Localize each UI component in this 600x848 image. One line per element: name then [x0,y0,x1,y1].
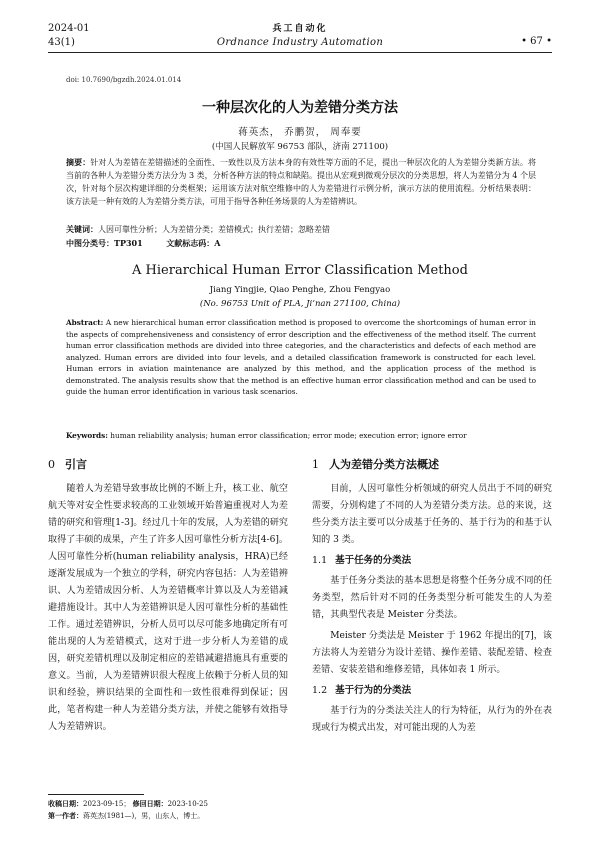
header-volume-issue: 43(1) [48,37,75,48]
section-1-number: 1 [312,458,319,471]
body-column-right [312,447,552,737]
keywords-en [66,430,536,441]
doi: doi: 10.7690/bgzdh.2024.01.014 [66,76,182,84]
affiliation-en: (No. 96753 Unit of PLA, Ji’nan 271100, China) [199,299,401,309]
section-1-1-paragraph-1: 基于任务分类法的基本思想是将整个任务分成不同的任务类型，然后针对不同的任务类型分析可能发生的人为差错，其典型代表是 Meister 分类法。 [312,576,552,620]
section-0-title: 引言 [65,458,87,471]
keywords-en-label: Keywords: [66,431,108,440]
section-1-1-paragraph-2: Meister 分类法是 Meister 于 1962 年提出的[7]，该方法将人为差错分为设计差错、操作差错、装配差错、检查差错、安装差错和维修差错，具体如表 1 所示。 [312,631,552,675]
section-1-2-number: 1.2 [312,685,328,696]
keywords-cn [66,223,536,236]
section-1-2-title: 基于行为的分类法 [335,685,412,696]
header-journal [0,22,600,50]
footnote-author [48,810,348,822]
revised-date: 2023-10-25 [167,800,208,808]
section-0-paragraph: 随着人为差错导致事故比例的不断上升，核工业、航空航天等对安全性要求较高的工业领域开始普遍重视对人为差错的研究和管理[1-3]。经过几十年的发展，人为差错的研究取得了丰硕的成果，产生了许多人因可靠性分析方法[4-6]。人因可靠性分析(human reliability analysis，HRA)已经逐渐发展成为一个独立的学科，研究内容包括：人为差错辨识、人为差错成因分析、人为差错概率计算以及人为差错减避措施设计。其中人为差错辨识是人因可靠性分析的基础性工作。通过差错辨识，分析人员可以尽可能多地确定所有可能出现的人为差错模式，这对于进一步分析人为差错的成因，研究差错机理以及制定相应的差错减避措施具有重要的意义。当前，人为差错辨识很大程度上依赖于分析人员的知识和经验，辨识结果的全面性和一致性很难得到保证；因此，笔者构建一种人为差错分类方法，并使之能够有效指导人为差错辨识。 [48,484,288,732]
abstract-en [66,317,536,398]
authors-en: Jiang Yingjie, Qiao Penghe, Zhou Fengyao [209,285,391,295]
header-year-month: 2024-01 [48,23,90,34]
section-1-1-number: 1.1 [312,555,328,566]
page-number: • 67 • [521,36,552,47]
abstract-en-text: A new hierarchical human error classification method is proposed to overcome the shortcomings of human error in the aspects of comprehensiveness and consistency of error description and the effectiveness of the method itself. The current human error classification methods are divided into three categories, and the characteristics and defects of each method are analyzed. Human errors are divided into four levels, and a detailed classification framework is constructed for each level. Human errors in aviation maintenance are analyzed by this method, and the application process of the method is demonstrated. The analysis results show that the method is an effective human error classification method and can be used to guide the human error identification in various task scenarios. [66,318,537,396]
journal-name-cn: 兵工自动化 [272,24,328,34]
received-label: 收稿日期： [48,799,83,808]
paper-title-en: A Hierarchical Human Error Classification Method [132,263,468,278]
authors-cn: 蒋英杰， 乔鹏贺， 周奉要 [238,127,362,138]
keywords-cn-label: 关键词： [66,224,98,234]
section-1-paragraph: 目前，人因可靠性分析领域的研究人员出于不同的研究需要，分别构建了不同的人为差错分类方法。总的来说，这些分类方法主要可以分成基于任务的、基于行为的和基于认知的 3 类。 [312,484,552,545]
clc-value: TP301 [114,238,143,248]
section-1-2-heading [312,682,552,700]
revised-label: 修回日期： [132,799,168,808]
journal-name-en: Ordnance Industry Automation [216,37,384,48]
footnote [48,798,348,822]
section-1-1-heading [312,552,552,570]
section-0-number: 0 [48,458,55,471]
keywords-en-text: human reliability analysis; human error classification; error mode; execution error; ignore error [110,431,467,440]
abstract-en-label: Abstract: [66,318,104,327]
abstract-cn-label: 摘要： [66,157,91,167]
paper-title-cn: 一种层次化的人为差错分类方法 [202,100,398,116]
section-0-heading [48,455,288,475]
footnote-divider [48,794,144,795]
doc-code-value: A [214,238,221,248]
section-1-heading [312,455,552,475]
first-author-label: 第一作者： [48,811,83,820]
first-author-text: 蒋英杰(1981—)，男，山东人，博士。 [83,812,205,820]
classification-cn [66,238,536,249]
body-column-left [48,447,288,736]
abstract-cn-text: 针对人为差错在差错描述的全面性、一致性以及方法本身的有效性等方面的不足，提出一种层次化的人为差错分类新方法。将当前的各种人为差错分类方法分为 3 类，分析各种方法的特点和缺陷。提出从宏观到微观分层次的分类思想，将人为差错分为 4 个层次，针对每个层次构建详细的分类框架；运用该方法对航空维修中的人为差错进行示例分析，演示方法的使用流程。分析结果表明：该方法是一种有效的人为差错分类方法，可用于指导各种任务场景的人为差错辨识。 [66,158,537,206]
header-divider [48,52,552,53]
abstract-cn [66,156,536,208]
footnote-dates [48,798,348,810]
section-1-title: 人为差错分类方法概述 [329,458,439,471]
received-date: 2023-09-15； [83,800,131,808]
doc-code-label: 文献标志码： [166,238,215,248]
section-1-1-title: 基于任务的分类法 [335,555,412,566]
keywords-cn-text: 人因可靠性分析；人为差错分类；差错模式；执行差错；忽略差错 [98,225,330,234]
affiliation-cn: (中国人民解放军 96753 部队，济南 271100) [211,142,389,152]
clc-label: 中图分类号： [66,238,114,248]
section-1-2-paragraph: 基于行为的分类法关注人的行为特征，从行为的外在表现或行为模式出发，对可能出现的人为差 [312,706,552,733]
